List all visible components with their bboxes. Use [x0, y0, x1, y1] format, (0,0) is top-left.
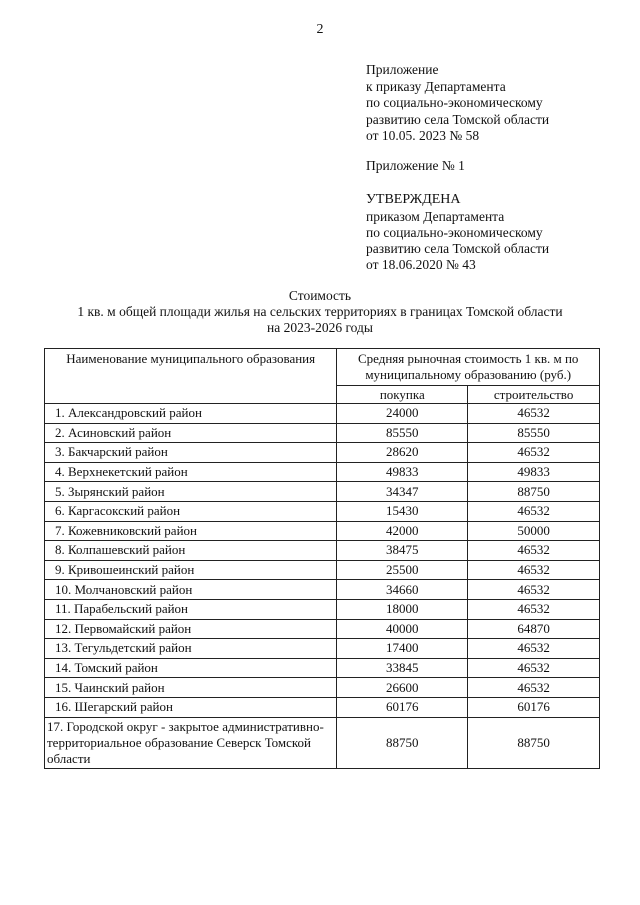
table-row [45, 658, 600, 678]
construction-price: 46532 [468, 443, 600, 463]
title-line: на 2023-2026 годы [267, 320, 373, 335]
municipality-name: 16. Шегарский район [45, 697, 337, 717]
approved-line: развитию села Томской области [366, 241, 550, 256]
municipality-name: 2. Асиновский район [45, 423, 337, 443]
appendix-line: развитию села Томской области [366, 111, 550, 127]
approved-line: приказом Департамента [366, 209, 505, 224]
table-row [45, 482, 600, 502]
construction-price: 46532 [468, 599, 600, 619]
document-title [0, 288, 640, 336]
table-row [45, 462, 600, 482]
table-row [45, 678, 600, 698]
table-row [45, 423, 600, 443]
table-header-row [45, 349, 600, 386]
purchase-price: 26600 [337, 678, 468, 698]
construction-price: 50000 [468, 521, 600, 541]
municipality-name: 8. Колпашевский район [45, 541, 337, 561]
construction-price: 49833 [468, 462, 600, 482]
purchase-price: 40000 [337, 619, 468, 639]
purchase-price: 38475 [337, 541, 468, 561]
table-row [45, 599, 600, 619]
appendix-header [366, 62, 549, 145]
construction-price: 88750 [468, 482, 600, 502]
construction-price: 85550 [468, 423, 600, 443]
column-header-name: Наименование муниципального образования [45, 349, 337, 404]
table-row [45, 521, 600, 541]
construction-price: 46532 [468, 678, 600, 698]
column-header-price: Средняя рыночная стоимость 1 кв. м по муниципальному образованию (руб.) [337, 349, 600, 386]
construction-price: 46532 [468, 658, 600, 678]
construction-price: 46532 [468, 580, 600, 600]
purchase-price: 60176 [337, 697, 468, 717]
construction-price: 46532 [468, 404, 600, 424]
purchase-price: 42000 [337, 521, 468, 541]
construction-price: 46532 [468, 501, 600, 521]
purchase-price: 15430 [337, 501, 468, 521]
construction-price: 46532 [468, 541, 600, 561]
table-row [45, 619, 600, 639]
purchase-price: 18000 [337, 599, 468, 619]
purchase-price: 34347 [337, 482, 468, 502]
purchase-price: 88750 [337, 717, 468, 768]
municipality-name: 1. Александровский район [45, 404, 337, 424]
table-row [45, 697, 600, 717]
municipality-name: 12. Первомайский район [45, 619, 337, 639]
table-body [45, 404, 600, 769]
purchase-price: 28620 [337, 443, 468, 463]
purchase-price: 49833 [337, 462, 468, 482]
appendix-line: по социально-экономическому [366, 95, 543, 110]
municipality-name: 9. Кривошеинский район [45, 560, 337, 580]
title-line: Стоимость [288, 288, 352, 303]
price-table [44, 348, 600, 769]
construction-price: 60176 [468, 697, 600, 717]
purchase-price: 17400 [337, 639, 468, 659]
municipality-name: 15. Чаинский район [45, 678, 337, 698]
table-row [45, 560, 600, 580]
purchase-price: 85550 [337, 423, 468, 443]
construction-price: 46532 [468, 560, 600, 580]
table-row [45, 580, 600, 600]
municipality-name: 14. Томский район [45, 658, 337, 678]
purchase-price: 33845 [337, 658, 468, 678]
municipality-name: 11. Парабельский район [45, 599, 337, 619]
municipality-name: 10. Молчановский район [45, 580, 337, 600]
approved-line: по социально-экономическому [366, 225, 543, 240]
municipality-name: 7. Кожевниковский район [45, 521, 337, 541]
appendix-number: Приложение № 1 [366, 158, 465, 173]
table-row [45, 404, 600, 424]
construction-price: 88750 [468, 717, 600, 768]
municipality-name: 17. Городской округ - закрытое административно-территориальное образование Северск Томской области [45, 717, 337, 768]
construction-price: 46532 [468, 639, 600, 659]
purchase-price: 25500 [337, 560, 468, 580]
page-number: 2 [316, 22, 324, 37]
municipality-name: 5. Зырянский район [45, 482, 337, 502]
table-row [45, 443, 600, 463]
municipality-name: 4. Верхнекетский район [45, 462, 337, 482]
column-header-buy: покупка [337, 386, 468, 404]
appendix-order-date: от 10.05. 2023 № 58 [366, 128, 480, 143]
table-row [45, 541, 600, 561]
approved-heading: УТВЕРЖДЕНА [366, 192, 461, 207]
table-row [45, 717, 600, 768]
purchase-price: 24000 [337, 404, 468, 424]
municipality-name: 3. Бакчарский район [45, 443, 337, 463]
table-row [45, 501, 600, 521]
approved-block [366, 192, 549, 273]
municipality-name: 13. Тегульдетский район [45, 639, 337, 659]
appendix-line: к приказу Департамента [366, 78, 506, 94]
column-header-build: строительство [468, 386, 600, 404]
table-row [45, 639, 600, 659]
title-line: 1 кв. м общей площади жилья на сельских территориях в границах Томской области [77, 304, 563, 319]
municipality-name: 6. Каргасокский район [45, 501, 337, 521]
construction-price: 64870 [468, 619, 600, 639]
approved-order-date: от 18.06.2020 № 43 [366, 257, 476, 272]
purchase-price: 34660 [337, 580, 468, 600]
appendix-line: Приложение [366, 62, 439, 77]
